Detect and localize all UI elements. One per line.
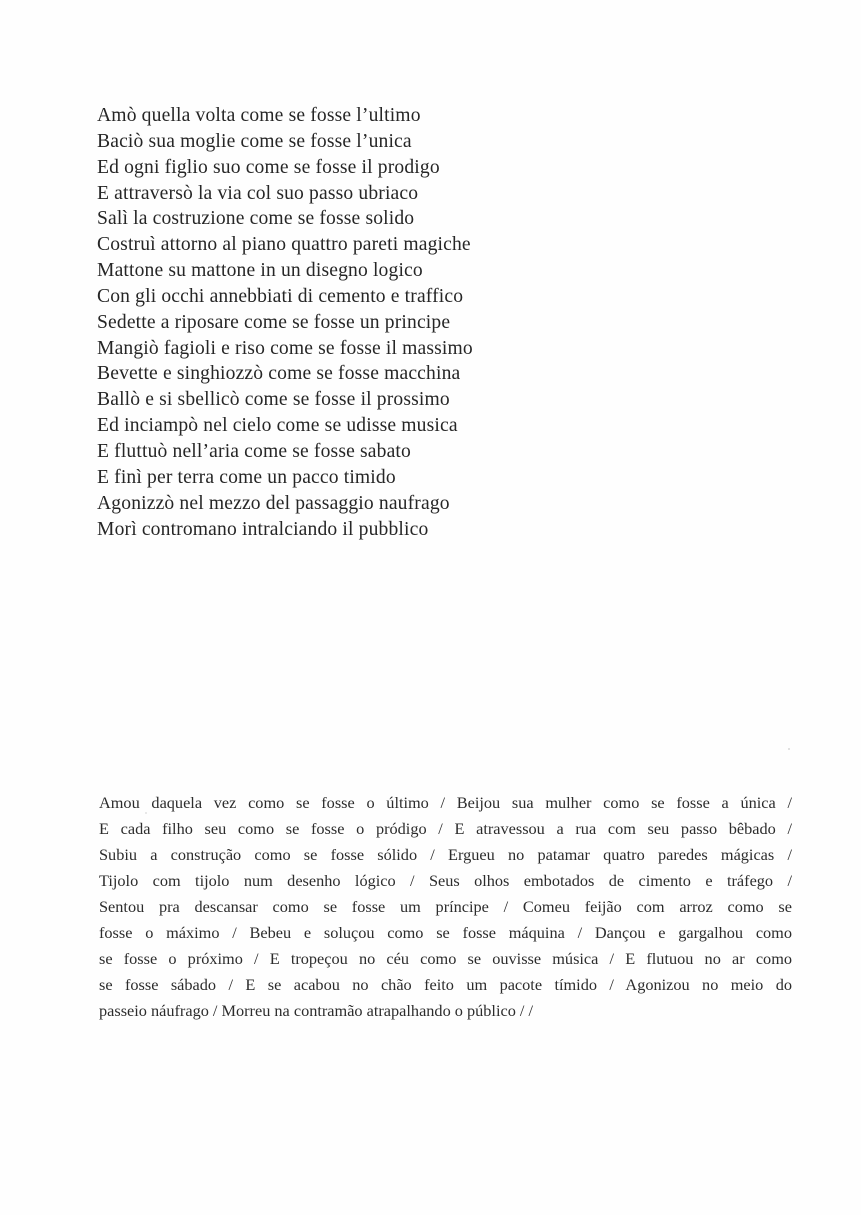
stanza-line: E finì per terra come un pacco timido [97,466,396,488]
stanza-line: Mattone su mattone in un disegno logico [97,260,423,282]
scan-speck [788,748,790,750]
stanza-line: Ballò e si sbellicò come se fosse il prossimo [97,389,450,411]
paragraph-line: Amou daquela vez como se fosse o último / Beijou sua mulher como se fosse a única / [99,793,792,812]
stanza-line: Sedette a riposare come se fosse un principe [97,311,451,333]
stanza-line: Mangiò fagioli e riso come se fosse il massimo [97,337,473,359]
stanza-line: Ed inciampò nel cielo come se udisse musica [97,415,458,437]
stanza-line: Amò quella volta come se fosse l’ultimo [97,105,421,126]
paragraph-line: Tijolo com tijolo num desenho lógico / Seus olhos embotados de cimento e tráfego / [99,871,792,890]
stanza-line: Costruì attorno al piano quattro pareti magiche [97,234,471,256]
paragraph-line: Sentou pra descansar como se fosse um príncipe / Comeu feijão com arroz como se [99,897,792,916]
portuguese-translation-paragraph [99,790,792,1024]
paragraph-line: E cada filho seu como se fosse o pródigo / E atravessou a rua com seu passo bêbado / [99,819,792,838]
paragraph-line: fosse o máximo / Bebeu e soluçou como se fosse máquina / Dançou e gargalhou como [99,923,792,942]
stanza-line: Bevette e singhiozzò come se fosse macchina [97,363,461,385]
stanza-line: Con gli occhi annebbiati di cemento e traffico [97,285,464,307]
scan-speck [145,812,147,814]
paragraph-line: passeio náufrago / Morreu na contramão atrapalhando o público / / [99,1001,534,1020]
stanza-line: E attraversò la via col suo passo ubriaco [97,182,419,204]
stanza-line: Agonizzò nel mezzo del passaggio naufrago [97,492,450,514]
stanza-line: Morì contromano intralciando il pubblico [97,518,429,540]
paragraph-line: se fosse o próximo / E tropeçou no céu como se ouvisse música / E flutuou no ar como [99,949,792,968]
stanza-line: E fluttuò nell’aria come se fosse sabato [97,440,411,462]
stanza-line: Salì la costruzione come se fosse solido [97,208,415,230]
stanza-line: Ed ogni figlio suo come se fosse il prodigo [97,156,440,178]
stanza-line: Baciò sua moglie come se fosse l’unica [97,130,412,152]
paragraph-line: se fosse sábado / E se acabou no chão feito um pacote tímido / Agonizou no meio do [99,975,792,994]
paragraph-line: Subiu a construção como se fosse sólido / Ergueu no patamar quatro paredes mágicas / [99,845,792,864]
italian-stanza [97,103,617,542]
